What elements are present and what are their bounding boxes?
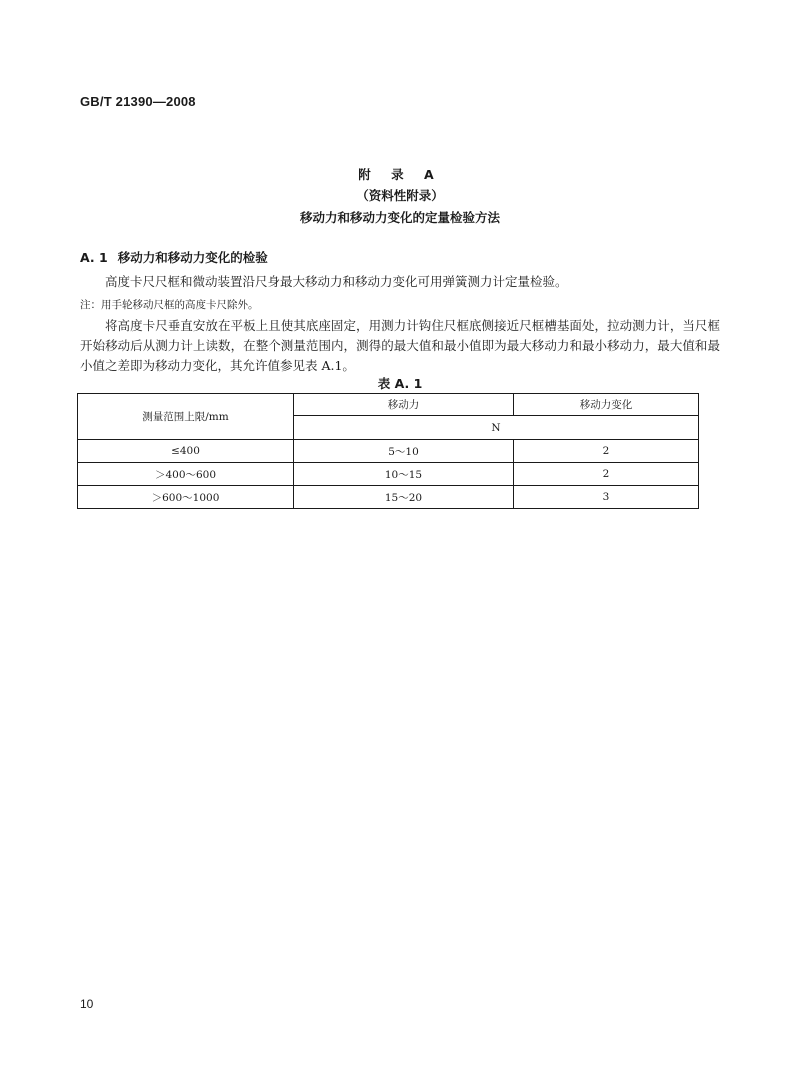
- section-note: 注：用手轮移动尺框的高度卡尺除外。: [80, 299, 259, 311]
- annex-type-note: （资料性附录）: [356, 188, 444, 203]
- section-heading: [80, 248, 268, 266]
- paragraph-1: 高度卡尺尺框和微动装置沿尺身最大移动力和移动力变化可用弹簧测力计定量检验。: [105, 274, 568, 289]
- cell-variation: 3: [514, 486, 699, 509]
- table-row: [78, 440, 699, 463]
- annex-name: 移动力和移动力变化的定量检验方法: [299, 210, 500, 225]
- table-row: [78, 486, 699, 509]
- cell-range: ＞600～1000: [78, 486, 294, 509]
- cell-variation: 2: [514, 463, 699, 486]
- cell-force: 15～20: [294, 486, 514, 509]
- annex-title: 附 录 A: [358, 167, 442, 182]
- header-force: 移动力: [294, 394, 514, 416]
- cell-variation: 2: [514, 440, 699, 463]
- section-title: 移动力和移动力变化的检验: [117, 250, 268, 265]
- table-header-row: [78, 394, 699, 416]
- section-number: A. 1: [80, 250, 108, 265]
- cell-force: 5～10: [294, 440, 514, 463]
- paragraph-2: 将高度卡尺垂直安放在平板上且使其底座固定，用测力计钩住尺框底侧接近尺框槽基面处，拉动测力计，当尺框开始移动后从测力计上读数，在整个测量范围内，测得的最大值和最小值即为最大移动力和最小移动力，最大值和最小值之差即为移动力变化，其允许值参见表 A.1。: [80, 318, 720, 373]
- cell-force: 10～15: [294, 463, 514, 486]
- spec-table: [77, 393, 699, 509]
- standard-code: GB/T 21390—2008: [80, 94, 196, 109]
- cell-range: ＞400～600: [78, 463, 294, 486]
- cell-range: ≤400: [78, 440, 294, 463]
- header-unit: N: [294, 416, 699, 440]
- header-variation: 移动力变化: [514, 394, 699, 416]
- page-number: 10: [80, 997, 94, 1011]
- header-range: 测量范围上限/mm: [78, 394, 294, 440]
- table-caption: 表 A. 1: [377, 376, 423, 391]
- table-row: [78, 463, 699, 486]
